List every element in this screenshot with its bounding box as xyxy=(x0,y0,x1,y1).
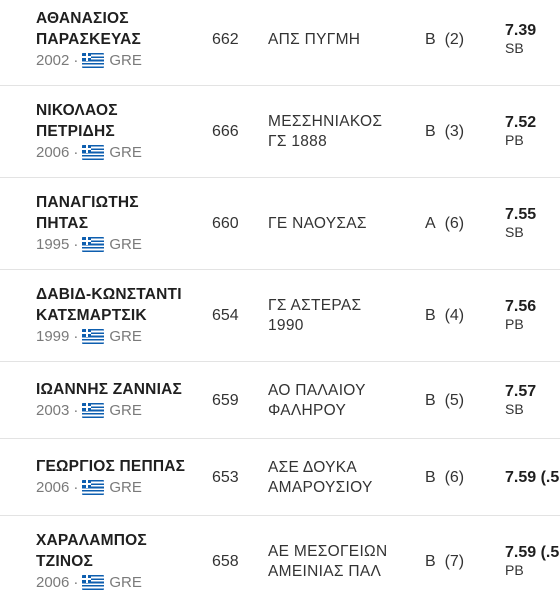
athlete-row[interactable] xyxy=(0,178,560,270)
athlete-row[interactable] xyxy=(0,0,560,86)
result-mark: 7.59 (.5 xyxy=(505,469,560,486)
bib-number: 658 xyxy=(212,553,239,570)
club-name: ΑΕ ΜΕΣΟΓΕΙΩΝ ΑΜΕΙΝΙΑΣ ΠΑΛ xyxy=(268,543,388,580)
athlete-row[interactable] xyxy=(0,439,560,516)
country-code: GRE xyxy=(109,402,142,419)
birth-year: 1995 xyxy=(36,236,70,253)
club-name: ΓΕ ΝΑΟΥΣΑΣ xyxy=(268,215,367,232)
club-name: ΜΕΣΣΗΝΙΑΚΟΣ ΓΣ 1888 xyxy=(268,113,383,150)
athlete-name[interactable]: ΙΩΑΝΝΗΣ ΖΑΝΝΙΑΣ xyxy=(36,381,182,398)
athlete-meta: 2006 · GRE xyxy=(36,479,142,496)
athlete-meta: 2006 · GRE xyxy=(36,144,142,161)
result xyxy=(505,22,560,57)
athlete-meta: 2002 · GRE xyxy=(36,52,142,69)
athlete-row[interactable] xyxy=(0,362,560,439)
athlete-meta: 1995 · GRE xyxy=(36,236,142,253)
result-mark: 7.39 xyxy=(505,22,537,39)
result xyxy=(505,544,560,579)
club-name: ΑΟ ΠΑΛΑΙΟΥ ΦΑΛΗΡΟΥ xyxy=(268,382,366,419)
heat-position: B (2) xyxy=(425,31,465,48)
result-tag: PB xyxy=(505,132,524,148)
athlete-row[interactable] xyxy=(0,270,560,362)
club-name: ΑΣΕ ΔΟΥΚΑ ΑΜΑΡΟΥΣΙΟΥ xyxy=(268,459,373,496)
heat-position: B (6) xyxy=(425,469,465,486)
athlete-name[interactable]: ΓΕΩΡΓΙΟΣ ΠΕΠΠΑΣ xyxy=(36,458,186,475)
heat-position: B (3) xyxy=(425,123,465,140)
bib-number: 653 xyxy=(212,469,239,486)
heat-position: A (6) xyxy=(425,215,465,232)
result-mark: 7.57 xyxy=(505,383,537,400)
result xyxy=(505,383,560,418)
result xyxy=(505,469,560,487)
country-code: GRE xyxy=(109,328,142,345)
greece-flag-icon xyxy=(82,145,104,160)
greece-flag-icon xyxy=(82,480,104,495)
athlete-meta: 2006 · GRE xyxy=(36,574,142,591)
birth-year: 2002 xyxy=(36,52,70,69)
country-code: GRE xyxy=(109,144,142,161)
result xyxy=(505,298,560,333)
bib-number: 666 xyxy=(212,123,239,140)
bib-number: 662 xyxy=(212,31,239,48)
bib-number: 659 xyxy=(212,392,239,409)
birth-year: 2006 xyxy=(36,574,70,591)
athlete-name[interactable]: ΝΙΚΟΛΑΟΣ ΠΕΤΡΙΔΗΣ xyxy=(36,102,118,140)
athlete-meta: 2003 · GRE xyxy=(36,402,142,419)
bib-number: 660 xyxy=(212,215,239,232)
country-code: GRE xyxy=(109,236,142,253)
result-tag: PB xyxy=(505,562,524,578)
result-mark: 7.59 (.5 xyxy=(505,544,560,561)
club-name: ΑΠΣ ΠΥΓΜΗ xyxy=(268,31,361,48)
birth-year: 2006 xyxy=(36,479,70,496)
athlete-name[interactable]: ΧΑΡΑΛΑΜΠΟΣ ΤΖΙΝΟΣ xyxy=(36,532,147,570)
country-code: GRE xyxy=(109,574,142,591)
bib-number: 654 xyxy=(212,307,239,324)
result-tag: SB xyxy=(505,224,524,240)
country-code: GRE xyxy=(109,479,142,496)
country-code: GRE xyxy=(109,52,142,69)
greece-flag-icon xyxy=(82,237,104,252)
result xyxy=(505,114,560,149)
greece-flag-icon xyxy=(82,403,104,418)
result-mark: 7.55 xyxy=(505,206,537,223)
heat-position: B (5) xyxy=(425,392,465,409)
athlete-row[interactable] xyxy=(0,86,560,178)
birth-year: 2006 xyxy=(36,144,70,161)
athlete-meta: 1999 · GRE xyxy=(36,328,142,345)
birth-year: 1999 xyxy=(36,328,70,345)
result-tag: SB xyxy=(505,40,524,56)
result-mark: 7.52 xyxy=(505,114,537,131)
athlete-name[interactable]: ΠΑΝΑΓΙΩΤΗΣ ΠΗΤΑΣ xyxy=(36,194,139,232)
result xyxy=(505,206,560,241)
athlete-name[interactable]: ΑΘΑΝΑΣΙΟΣ ΠΑΡΑΣΚΕΥΑΣ xyxy=(36,10,142,48)
athlete-name[interactable]: ΔΑΒΙΔ-ΚΩΝΣΤΑΝΤΙ ΚΑΤΣΜΑΡΤΣΙΚ xyxy=(36,286,182,324)
result-mark: 7.56 xyxy=(505,298,537,315)
club-name: ΓΣ ΑΣΤΕΡΑΣ 1990 xyxy=(268,297,362,334)
greece-flag-icon xyxy=(82,53,104,68)
heat-position: B (7) xyxy=(425,553,465,570)
heat-position: B (4) xyxy=(425,307,465,324)
greece-flag-icon xyxy=(82,329,104,344)
athlete-row[interactable] xyxy=(0,516,560,608)
greece-flag-icon xyxy=(82,575,104,590)
result-tag: SB xyxy=(505,401,524,417)
birth-year: 2003 xyxy=(36,402,70,419)
result-tag: PB xyxy=(505,316,524,332)
